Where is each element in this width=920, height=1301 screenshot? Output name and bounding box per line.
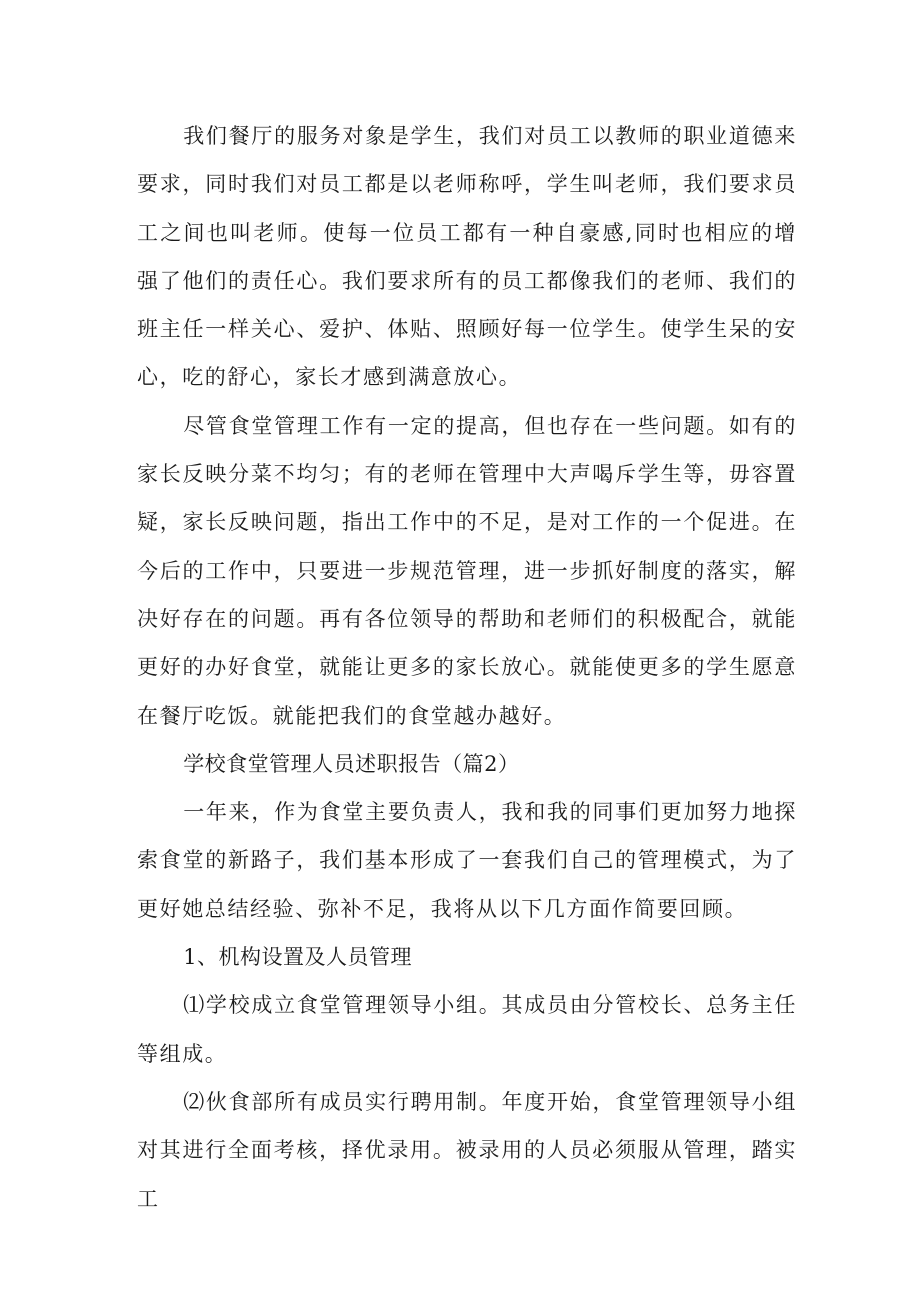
list-item: ⑴学校成立食堂管理领导小组。其成员由分管校长、总务主任等组成。 bbox=[137, 993, 797, 1066]
paragraph-year-review: 一年来，作为食堂主要负责人，我和我的同事们更加努力地探索食堂的新路子，我们基本形成了一套我们自己的管理模式，为了更好她总结经验、弥补不足，我将从以下几方面作简要回顾。 bbox=[137, 800, 797, 921]
section-title: 学校食堂管理人员述职报告（篇2） bbox=[183, 751, 520, 776]
paragraph-problems: 尽管食堂管理工作有一定的提高，但也存在一些问题。如有的家长反映分菜不均匀；有的老师在管理中大声喝斥学生等，毋容置疑，家长反映问题，指出工作中的不足，是对工作的一个促进。在今后的工作中，只要进一步规范管理，进一步抓好制度的落实，解决好存在的问题。再有各位领导的帮助和老师们的积极配合，就能更好的办好食堂，就能让更多的家长放心。就能使更多的学生愿意在餐厅吃饭。就能把我们的食堂越办越好。 bbox=[137, 413, 797, 728]
document-body bbox=[137, 112, 797, 1223]
paragraph-service-target: 我们餐厅的服务对象是学生，我们对员工以教师的职业道德来要求，同时我们对员工都是以老师称呼，学生叫老师，我们要求员工之间也叫老师。使每一位员工都有一种自豪感,同时也相应的增强了他们的责任心。我们要求所有的员工都像我们的老师、我们的班主任一样关心、爱护、体贴、照顾好每一位学生。使学生呆的安心，吃的舒心，家长才感到满意放心。 bbox=[137, 124, 797, 390]
subsection-heading: 1、机构设置及人员管理 bbox=[183, 945, 413, 970]
list-item: ⑵伙食部所有成员实行聘用制。年度开始，食堂管理领导小组对其进行全面考核，择优录用。被录用的人员必须服从管理，踏实工 bbox=[137, 1089, 797, 1211]
